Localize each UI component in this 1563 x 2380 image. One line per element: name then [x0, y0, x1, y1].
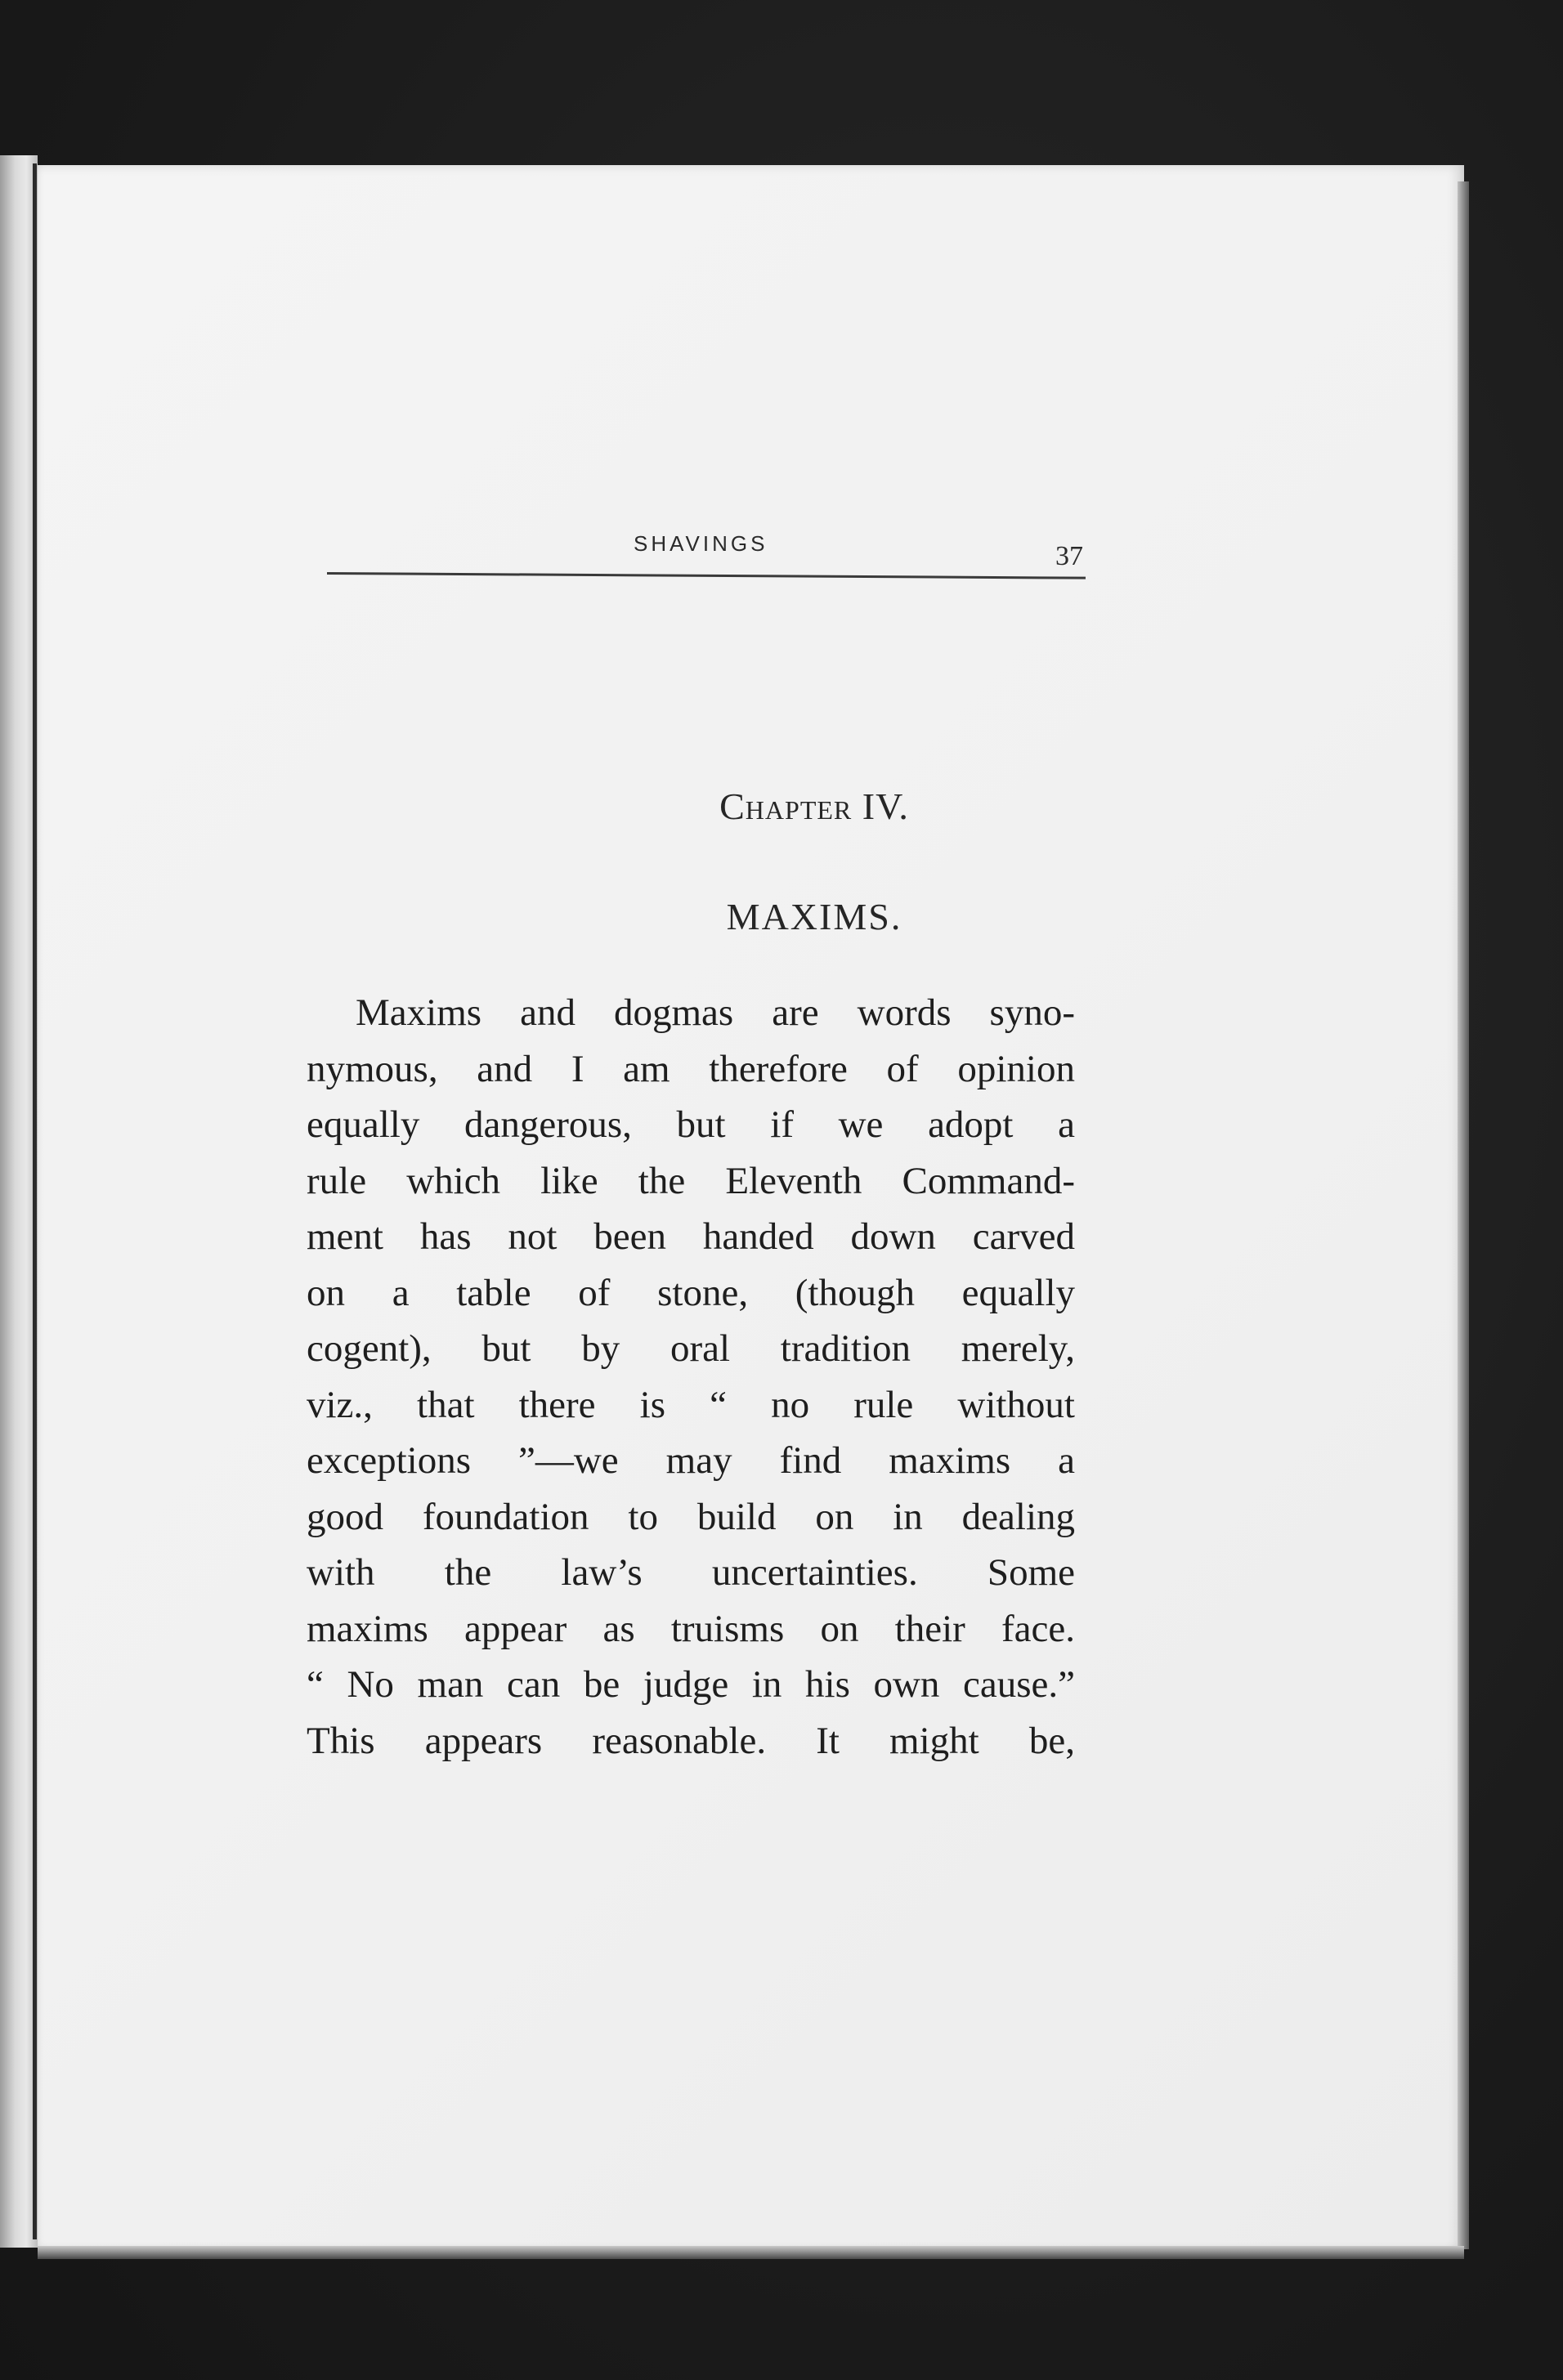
text-line: rule which like the Eleventh Command- [307, 1159, 1075, 1202]
text-line: “ No man can be judge in his own cause.” [307, 1663, 1075, 1706]
text-line: on a table of stone, (though equally [307, 1271, 1075, 1314]
running-head [327, 531, 1087, 588]
text-line: exceptions ”—we may find maxims a [307, 1439, 1075, 1482]
text-line: ment has not been handed down carved [307, 1215, 1075, 1258]
page-right-edge [1458, 181, 1469, 2249]
body-paragraph [307, 985, 1075, 1769]
text-line: with the law’s uncertainties. Some [307, 1551, 1075, 1594]
text-line: good foundation to build on in dealing [307, 1495, 1075, 1538]
section-heading: MAXIMS. [726, 896, 902, 937]
text-line: equally dangerous, but if we adopt a [307, 1103, 1075, 1146]
text-line: maxims appear as truisms on their face. [307, 1607, 1075, 1650]
book-binding [33, 163, 37, 2239]
chapter-heading: Chapter IV. [719, 785, 909, 827]
text-line: cogent), but by oral tradition merely, [307, 1327, 1075, 1370]
running-title: SHAVINGS [634, 531, 768, 556]
page-number: 37 [1055, 541, 1083, 571]
text-line: viz., that there is “ no rule without [307, 1383, 1075, 1426]
text-line: Maxims and dogmas are words syno- [356, 991, 1075, 1034]
text-line: nymous, and I am therefore of opinion [307, 1047, 1075, 1090]
page-bottom-edge [38, 2246, 1464, 2259]
header-rule [327, 572, 1086, 579]
text-line: This appears reasonable. It might be, [307, 1719, 1075, 1762]
